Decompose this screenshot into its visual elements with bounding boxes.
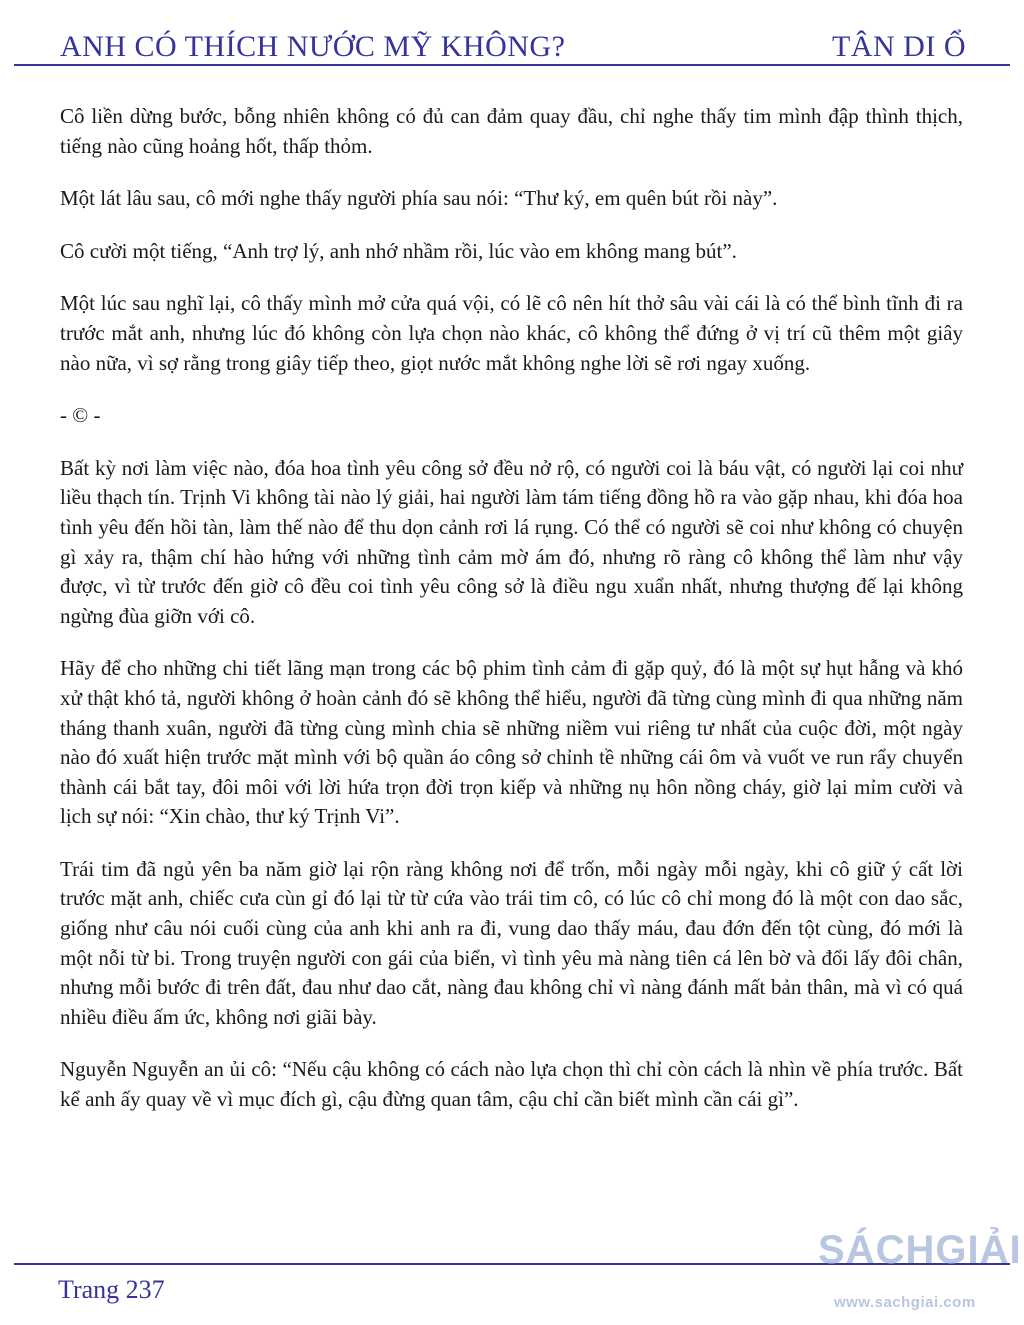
paragraph: Trái tim đã ngủ yên ba năm giờ lại rộn ràng không nơi để trốn, mỗi ngày mỗi ngày, khi cô giữ ý cất lời trước mặt anh, chiếc cưa cùn gỉ đó lại từ từ cứa vào trái tim cô, có lúc cô chỉ mong đó là một con dao sắc, giống như câu nói cuối cùng của anh khi anh ra đi, vung dao thấy máu, đau đớn đến tột cùng, đó mới là một nỗi từ bi. Trong truyện người con gái của biển, vì tình yêu mà nàng tiên cá lên bờ và đổi lấy đôi chân, nhưng mỗi bước đi trên đất, đau như dao cắt, nàng đau không chỉ vì nàng đánh mất bản thân, mà vì có quá nhiều điều ấm ức, không nơi giãi bày.: [60, 856, 963, 1029]
paragraph: Cô liền dừng bước, bỗng nhiên không có đủ can đảm quay đầu, chỉ nghe thấy tim mình đập thình thịch, tiếng nào cũng hoảng hốt, thấp thỏm.: [60, 104, 963, 158]
paragraph: Một lát lâu sau, cô mới nghe thấy người phía sau nói: “Thư ký, em quên bút rồi này”.: [60, 186, 778, 211]
section-separator: - © -: [60, 403, 101, 428]
page-number: Trang 237: [58, 1275, 165, 1304]
paragraph: Bất kỳ nơi làm việc nào, đóa hoa tình yêu công sở đều nở rộ, có người coi là báu vật, có người lại coi như liều thạch tín. Trịnh Vi không tài nào lý giải, hai người làm tám tiếng đồng hồ ra vào gặp nhau, khi đóa hoa tình yêu đến hồi tàn, làm thế nào để thu dọn cảnh rơi lá rụng. Có thể có người sẽ coi như không có chuyện gì xảy ra, thậm chí hào hứng với những tình cảm mờ ám đó, nhưng rõ ràng cô không thể làm như vậy được, vì từ trước đến giờ cô đều coi tình yêu công sở là điều ngu xuẩn nhất, nhưng thượng đế lại không ngừng đùa giỡn với cô.: [60, 455, 963, 628]
watermark: [818, 1228, 1022, 1318]
page-header: [60, 22, 966, 64]
body-text: [60, 102, 963, 1138]
paragraph: Hãy để cho những chi tiết lãng mạn trong các bộ phim tình cảm đi gặp quỷ, đó là một sự hụt hẫng và khó xử thật khó tả, người không ở hoàn cảnh đó sẽ không thể hiểu, người đã từng cùng mình đi qua những năm tháng thanh xuân, người đã từng cùng mình chia sẽ những niềm vui riêng tư nhất của cuộc đời, một ngày nào đó xuất hiện trước mặt mình với bộ quần áo công sở chỉnh tề những cái ôm và vuốt ve run rẩy chuyển thành cái bắt tay, đôi môi với lời hứa trọn đời trọn kiếp và những nụ hôn nồng cháy, giờ lại mỉm cười và lịch sự nói: “Xin chào, thư ký Trịnh Vi”.: [60, 656, 963, 829]
book-title: ANH CÓ THÍCH NƯỚC MỸ KHÔNG?: [60, 30, 566, 63]
paragraph: Nguyễn Nguyễn an ủi cô: “Nếu cậu không có cách nào lựa chọn thì chỉ còn cách là nhìn về phía trước. Bất kể anh ấy quay về vì mục đích gì, cậu đừng quan tâm, cậu chỉ cần biết mình cần cái gì”.: [60, 1057, 963, 1112]
watermark-url: www.sachgiai.com: [834, 1294, 976, 1311]
paragraph: Một lúc sau nghĩ lại, cô thấy mình mở cửa quá vội, có lẽ cô nên hít thở sâu vài cái là có thể bình tĩnh đi ra trước mắt anh, nhưng lúc đó không còn lựa chọn nào khác, cô không thể đứng ở vị trí cũ thêm một giây nào nữa, vì sợ rằng trong giây tiếp theo, giọt nước mắt không nghe lời sẽ rơi ngay xuống.: [60, 291, 963, 375]
header-divider: [14, 64, 1010, 66]
footer-divider: [14, 1263, 824, 1265]
paragraph: Cô cười một tiếng, “Anh trợ lý, anh nhớ nhầm rồi, lúc vào em không mang bút”.: [60, 238, 737, 263]
author-name: TÂN DI Ổ: [832, 30, 966, 63]
watermark-logo: SÁCHGIẢI: [818, 1228, 1022, 1272]
